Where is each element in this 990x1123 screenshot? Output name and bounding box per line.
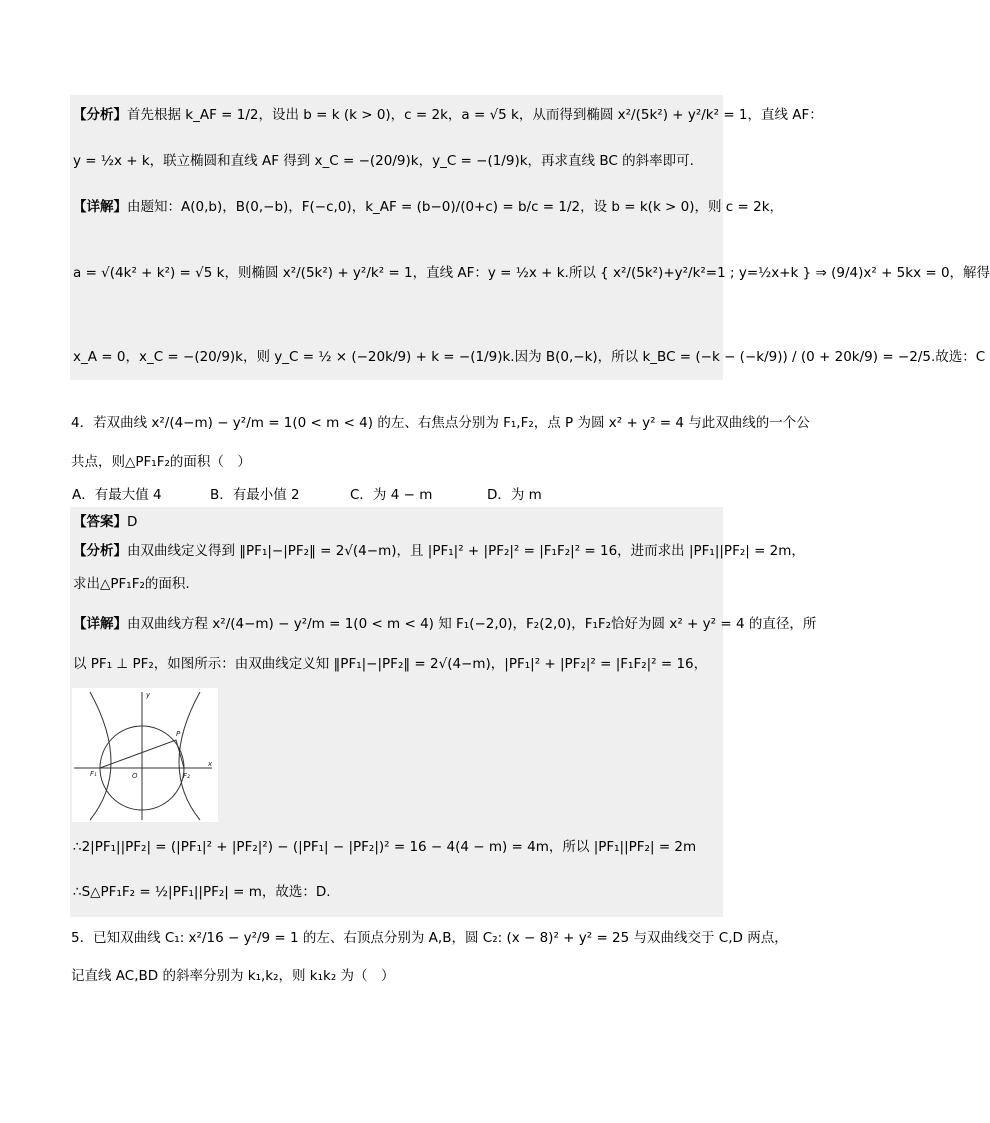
q4-detail-line-1: 【详解】由双曲线方程 x²/(4−m) − y²/m = 1(0 < m < 4) 知 F₁(−2,0)，F₂(2,0)，F₁F₂恰好为圆 x² + y² = 4 的直径，所 — [73, 616, 817, 632]
section-tag: 【答案】 — [73, 514, 127, 530]
q4-detail-line-3: ∴2|PF₁||PF₂| = (|PF₁|² + |PF₂|²) − (|PF₁| − |PF₂|)² = 16 − 4(4 − m) = 4m，所以 |PF₁||PF₂| = 2m — [73, 839, 697, 855]
option-a: A．有最大值 4 — [72, 487, 162, 503]
label-f2: F₂ — [183, 772, 190, 780]
q4-analysis-line-1: 【分析】由双曲线定义得到 ‖PF₁|−|PF₂‖ = 2√(4−m)，且 |PF₁|² + |PF₂|² = |F₁F₂|² = 16，进而求出 |PF₁||PF₂| = 2m， — [73, 543, 805, 559]
question-4-line-1: 4．若双曲线 x²/(4−m) − y²/m = 1(0 < m < 4) 的左、右焦点分别为 F₁,F₂，点 P 为圆 x² + y² = 4 与此双曲线的一个公 — [71, 415, 810, 431]
question-5-line-1: 5．已知双曲线 C₁: x²/16 − y²/9 = 1 的左、右顶点分别为 A,B，圆 C₂: (x − 8)² + y² = 25 与双曲线交于 C,D 两点， — [71, 930, 788, 946]
analysis-line-1: 【分析】首先根据 k_AF = 1/2，设出 b = k (k > 0)，c = 2k，a = √5 k，从而得到椭圆 x²/(5k²) + y²/k² = 1，直线 AF： — [73, 107, 823, 123]
answer-line: 【答案】D — [73, 514, 138, 530]
label-p: P — [176, 730, 181, 738]
question-4-line-2: 共点，则△PF₁F₂的面积（ ） — [71, 454, 251, 470]
solution-block-3 — [70, 95, 990, 380]
detail-line-1: 【详解】由题知：A(0,b)，B(0,−b)，F(−c,0)，k_AF = (b−0)/(0+c) = b/c = 1/2，设 b = k(k > 0)，则 c = 2k， — [73, 199, 784, 215]
section-tag: 【详解】 — [73, 616, 127, 632]
label-y: y — [146, 691, 151, 699]
detail-line-2: a = √(4k² + k²) = √5 k，则椭圆 x²/(5k²) + y²/k² = 1，直线 AF：y = ½x + k.所以 { x²/(5k²)+y²/k²=1 ; y=½x+k } ⇒ (9/4)x² + 5kx = 0，解得 — [73, 265, 990, 281]
question-5-line-2: 记直线 AC,BD 的斜率分别为 k₁,k₂，则 k₁k₂ 为（ ） — [71, 968, 395, 984]
label-o: O — [132, 772, 138, 780]
detail-line-3: x_A = 0，x_C = −(20/9)k，则 y_C = ½ × (−20k/9) + k = −(1/9)k.因为 B(0,−k)，所以 k_BC = (−k − (−k/9)) / (0 + 20k/9) = −2/5.故选：C — [73, 349, 986, 365]
hyperbola-circle-figure — [72, 688, 218, 822]
q4-detail-line-4: ∴S△PF₁F₂ = ½|PF₁||PF₂| = m，故选：D. — [73, 884, 331, 900]
q4-analysis-line-2: 求出△PF₁F₂的面积. — [73, 576, 190, 592]
option-d: D．为 m — [487, 487, 542, 503]
section-tag: 【详解】 — [73, 199, 127, 215]
section-tag: 【分析】 — [73, 107, 127, 123]
analysis-line-2: y = ½x + k，联立椭圆和直线 AF 得到 x_C = −(20/9)k，y_C = −(1/9)k，再求直线 BC 的斜率即可. — [73, 153, 694, 169]
label-f1: F₁ — [90, 770, 97, 778]
hyperbola-left-branch — [90, 692, 111, 820]
option-c: C．为 4 − m — [350, 487, 433, 503]
figure-svg — [72, 688, 218, 822]
q4-detail-line-2: 以 PF₁ ⊥ PF₂，如图所示：由双曲线定义知 ‖PF₁|−|PF₂‖ = 2√(4−m)，|PF₁|² + |PF₂|² = |F₁F₂|² = 16， — [73, 656, 708, 672]
section-tag: 【分析】 — [73, 543, 127, 559]
label-x: x — [208, 760, 213, 768]
option-b: B．有最小值 2 — [210, 487, 300, 503]
